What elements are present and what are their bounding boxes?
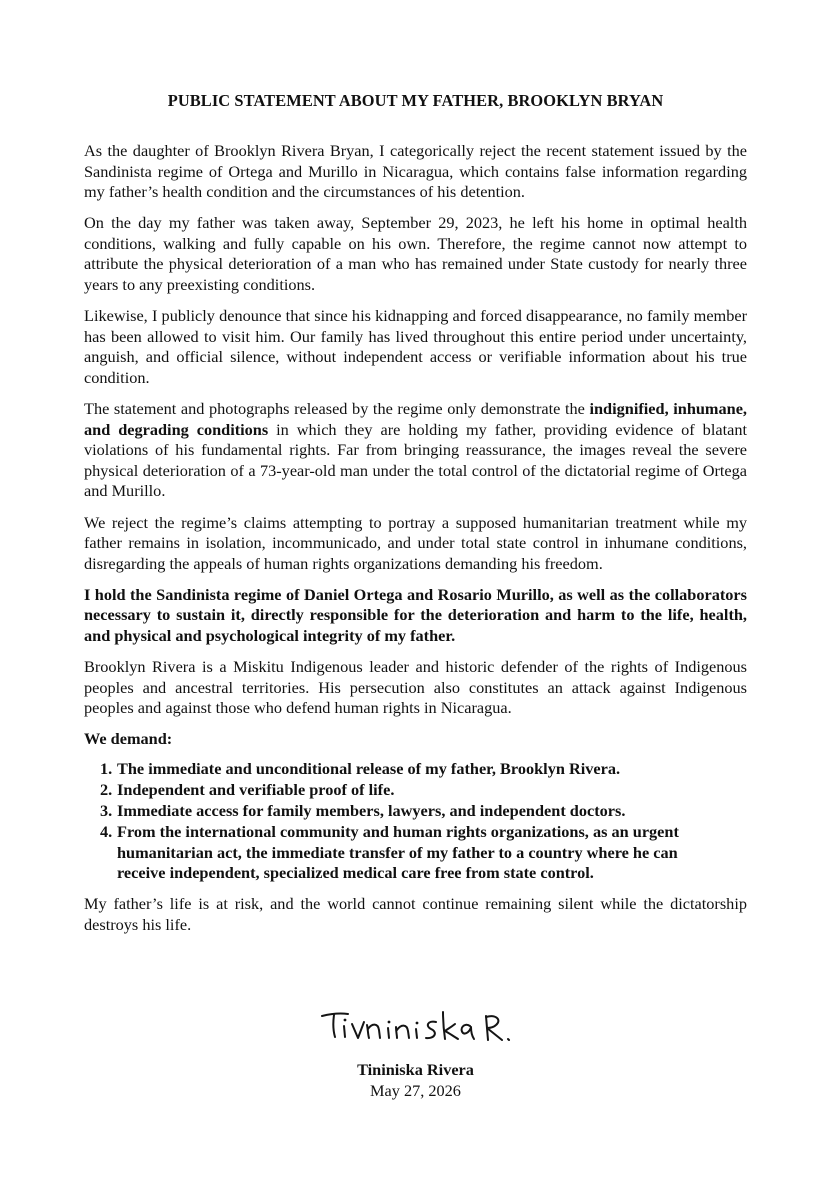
paragraph-4-rest: in which they are holding my father, providing evidence of blatant violations of his fundamental rights. Far from bringing reassurance, the images reveal the severe physical deterioration of a 73-year-old man under the total control of the dictatorial regime of Ortega and Murillo.: [84, 419, 747, 501]
signer-name: Tininiska Rivera: [357, 1060, 474, 1079]
demands-heading: We demand:: [84, 729, 173, 749]
handwritten-signature: [318, 1002, 538, 1050]
demand-text: From the international community and human rights organizations, as an urgent humanitarian act, the immediate transfer of my father to a country where he can receive independent, specialized medical care free from state control.: [117, 822, 679, 883]
paragraph-3: Likewise, I publicly denounce that since his kidnapping and forced disappearance, no family member has been allowed to visit him. Our family has lived throughout this entire period under uncertainty, anguish, and official silence, without independent access or verifiable information about his true condition.: [84, 306, 747, 387]
demand-number: 3.: [100, 801, 113, 821]
demand-text: Independent and verifiable proof of life.: [117, 780, 395, 800]
demands-list: [84, 759, 747, 884]
demand-number: 2.: [100, 780, 113, 800]
paragraph-1: As the daughter of Brooklyn Rivera Bryan, I categorically reject the recent statement issued by the Sandinista regime of Ortega and Murillo in Nicaragua, which contains false information regarding my father’s health condition and the circumstances of his detention.: [84, 141, 747, 202]
demand-text: Immediate access for family members, lawyers, and independent doctors.: [117, 801, 626, 821]
document-body: [84, 141, 747, 946]
demand-item: [84, 759, 747, 780]
demand-item: [84, 780, 747, 801]
paragraph-4-emphasis: indignified, inhumane, and degrading conditions: [84, 399, 747, 439]
closing-paragraph: My father’s life is at risk, and the world cannot continue remaining silent while the dictatorship destroys his life.: [84, 894, 747, 934]
paragraph-4: [84, 399, 747, 502]
signer-block: [0, 1060, 831, 1101]
paragraph-4-lead: The statement and photographs released by the regime only demonstrate the: [84, 399, 590, 419]
paragraph-2: On the day my father was taken away, September 29, 2023, he left his home in optimal health conditions, walking and fully capable on his own. Therefore, the regime cannot now attempt to attribute the physical deterioration of a man who has remained under State custody for nearly three years to any preexisting conditions.: [84, 213, 747, 295]
demand-text: The immediate and unconditional release of my father, Brooklyn Rivera.: [117, 758, 621, 778]
document-title: PUBLIC STATEMENT ABOUT MY FATHER, BROOKLYN BRYAN: [167, 91, 664, 110]
paragraph-5: We reject the regime’s claims attempting to portray a supposed humanitarian treatment while my father remains in isolation, incommunicado, and under total state control in inhumane conditions, disregarding the appeals of human rights organizations demanding his freedom.: [84, 512, 747, 573]
demand-item: [84, 822, 747, 884]
paragraph-7: Brooklyn Rivera is a Miskitu Indigenous leader and historic defender of the rights of Indigenous peoples and ancestral territories. His persecution also constitutes an attack against Indigenous peoples and against those who defend human rights in Nicaragua.: [84, 657, 747, 718]
demand-number: 1.: [100, 758, 113, 778]
responsibility-paragraph: I hold the Sandinista regime of Daniel Ortega and Rosario Murillo, as well as the collaborators necessary to sustain it, directly responsible for the deterioration and harm to the life, health, and physical and psychological integrity of my father.: [84, 584, 747, 645]
statement-date: May 27, 2026: [370, 1080, 461, 1100]
demand-item: [84, 801, 747, 822]
demand-number: 4.: [100, 822, 113, 842]
